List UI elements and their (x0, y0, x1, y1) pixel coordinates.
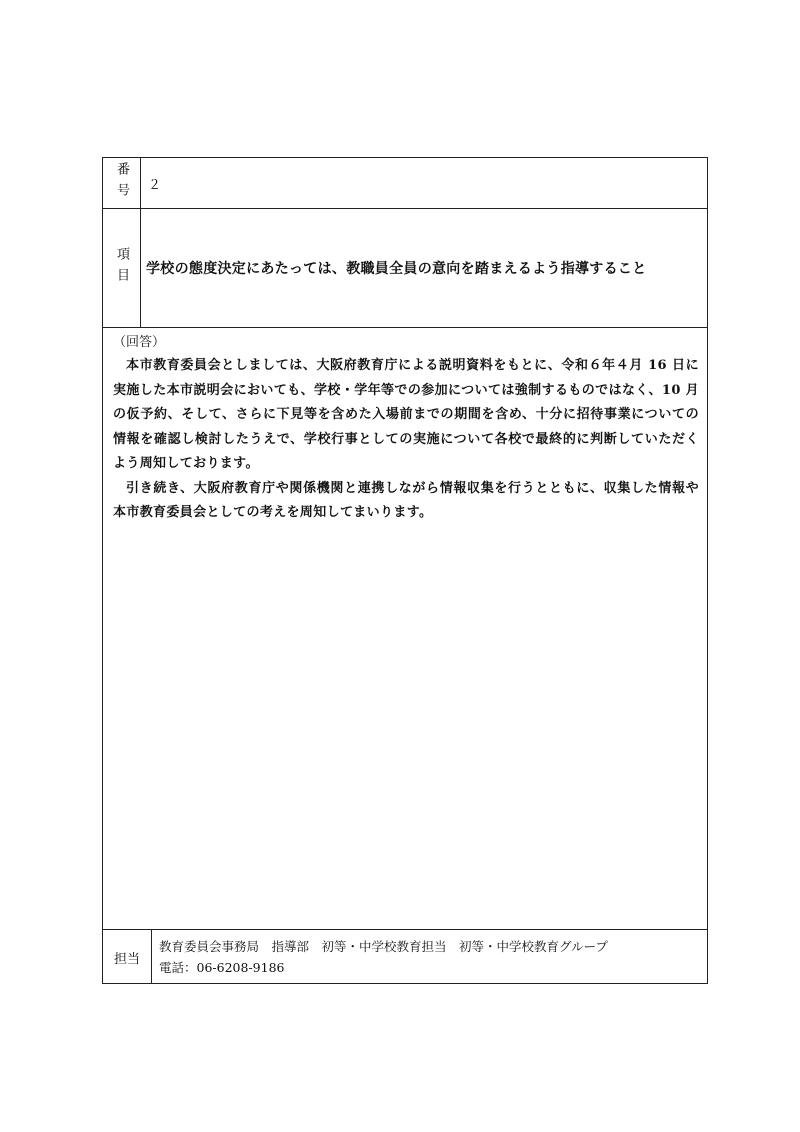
contact-phone: 電話：06-6208-9186 (159, 960, 285, 975)
number-value-cell (140, 158, 707, 208)
answer-heading: （回答） (113, 335, 166, 350)
answer-row (103, 328, 707, 930)
item-label: 項目 (114, 247, 129, 289)
contact-row (103, 930, 707, 984)
contact-label-cell (103, 930, 152, 984)
number-value: ２ (148, 177, 162, 193)
item-value-cell (140, 209, 707, 327)
answer-body (103, 328, 707, 526)
contact-value-cell (151, 930, 707, 984)
contact-label: 担当 (113, 951, 140, 967)
answer-form-table (102, 157, 708, 984)
item-label-cell (103, 209, 141, 327)
answer-paragraph-1: 本市教育委員会としましては、大阪府教育庁による説明資料をもとに、令和６年４月 16 日に実施した本市説明会においても、学校・学年等での参加については強制するものではなく、10 月の仮予約、そして、さらに下見等を含めた入場前までの期間を含め、十分に招待事業についての情報を確認し検討したうえで、学校行事としての実施について各校で最終的に判断していただくよう周知しております。 (113, 358, 699, 471)
number-label: 番号 (114, 162, 129, 204)
answer-paragraph-2: 引き続き、大阪府教育庁や関係機関と連携しながら情報収集を行うとともに、収集した情報や本市教育委員会としての考えを周知してまいります。 (113, 480, 699, 520)
number-label-cell (103, 158, 141, 208)
item-value: 学校の態度決定にあたっては、教職員全員の意向を踏まえるよう指導すること (146, 261, 647, 277)
item-row (103, 209, 707, 328)
contact-department: 教育委員会事務局 指導部 初等・中学校教育担当 初等・中学校教育グループ (159, 939, 609, 954)
number-row (103, 158, 707, 209)
